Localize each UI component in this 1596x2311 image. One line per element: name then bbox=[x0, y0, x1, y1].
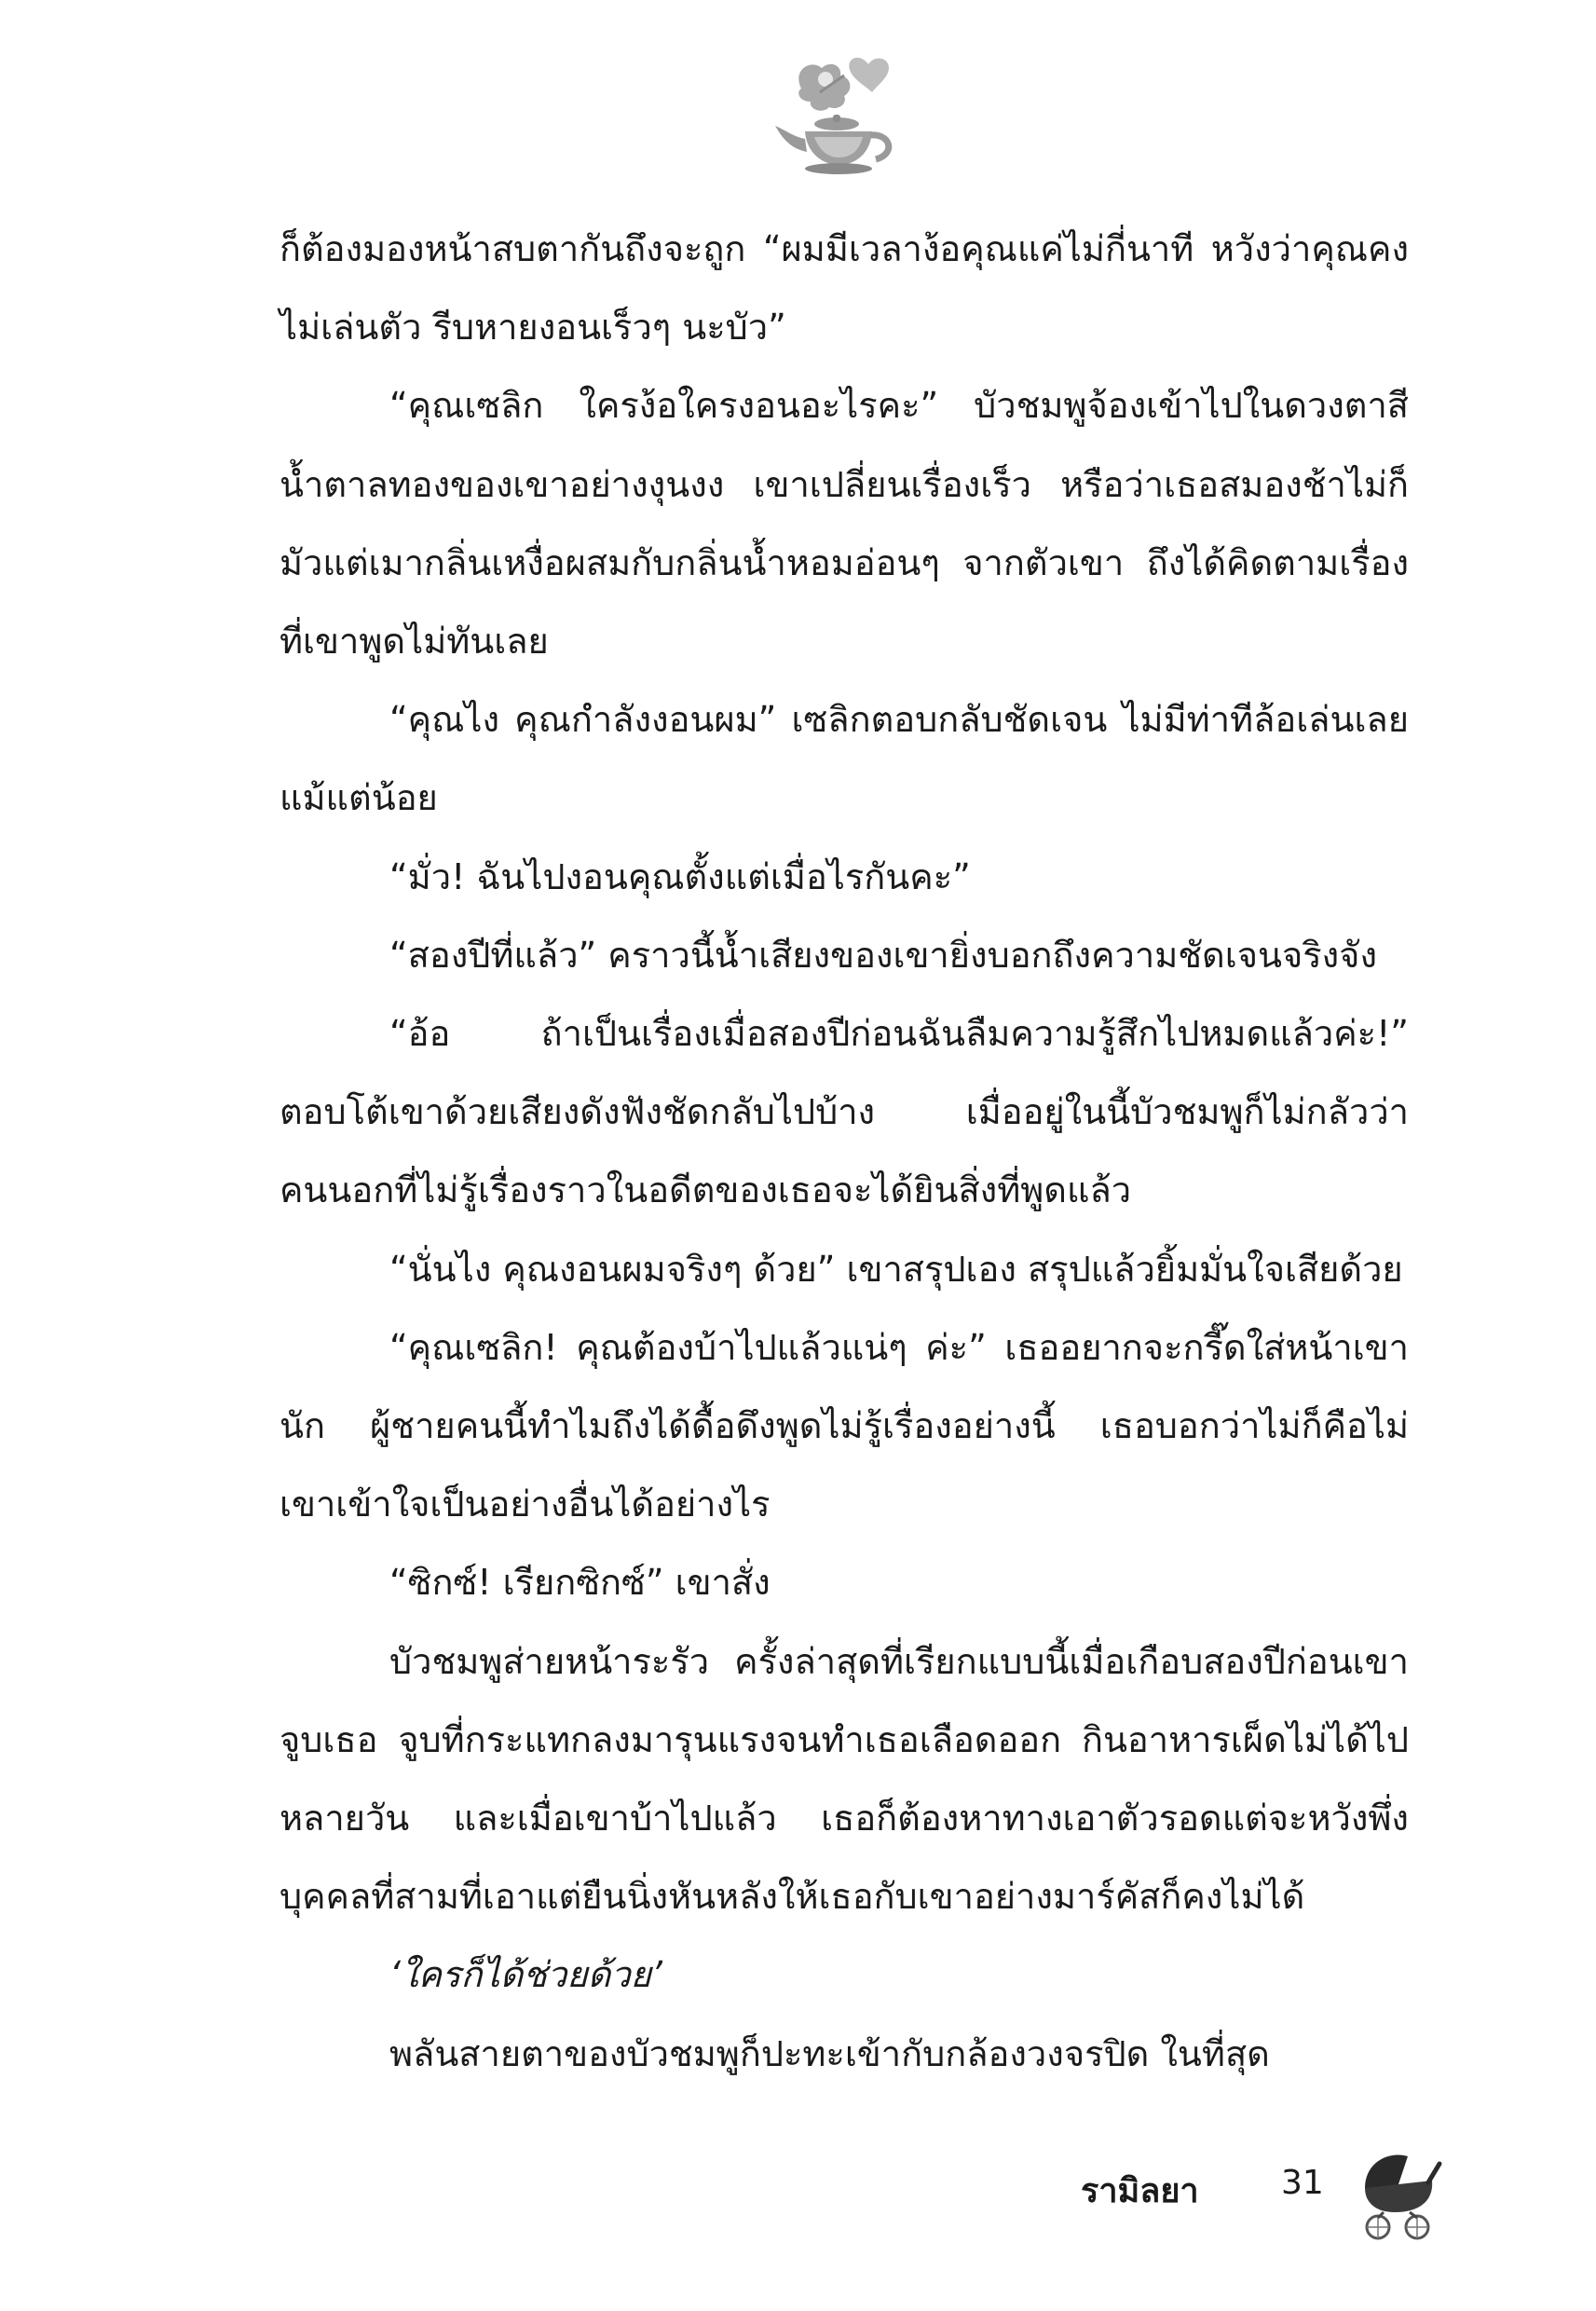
paragraph-5: “สองปีที่แล้ว” คราวนี้น้ำเสียงของเขายิ่งบอกถึงความชัดเจนจริงจัง bbox=[389, 934, 1377, 976]
baby-stroller-icon bbox=[1346, 2143, 1449, 2246]
paragraph-3: “คุณไง คุณกำลังงอนผม” เซลิกตอบกลับชัดเจน ไม่มีท่าทีล้อเล่นเลยแม้แต่น้อย bbox=[280, 699, 1409, 819]
paragraph-1: ก็ต้องมองหน้าสบตากันถึงจะถูก “ผมมีเวลาง้อคุณแค่ไม่กี่นาที หวังว่าคุณคงไม่เล่นตัว รีบหายงอนเร็วๆ นะบัว” bbox=[280, 228, 1409, 349]
paragraph-12: พลันสายตาของบัวชมพูก็ปะทะเข้ากับกล้องวงจรปิด ในที่สุด bbox=[389, 2032, 1270, 2074]
page-number: 31 bbox=[1281, 2164, 1324, 2202]
footer-author: รามิลยา bbox=[1081, 2172, 1199, 2210]
page-footer bbox=[1081, 2143, 1472, 2246]
paragraph-10: บัวชมพูส่ายหน้าระรัว ครั้งล่าสุดที่เรียกแบบนี้เมื่อเกือบสองปีก่อนเขาจูบเธอ จูบที่กระแทกลงมารุนแรงจนทำเธอเลือดออก กินอาหารเผ็ดไม่ได้ไปหลายวัน และเมื่อเขาบ้าไปแล้ว เธอก็ต้องหาทางเอาตัวรอดแต่จะหวังพึ่งบุคคลที่สามที่เอาแต่ยืนนิ่งหันหลังให้เธอกับเขาอย่างมาร์คัสก็คงไม่ได้ bbox=[280, 1640, 1409, 1918]
body-text bbox=[280, 210, 1409, 2093]
paragraph-7: “นั่นไง คุณงอนผมจริงๆ ด้วย” เขาสรุปเอง สรุปแล้วยิ้มมั่นใจเสียด้วย bbox=[389, 1248, 1403, 1290]
paragraph-8: “คุณเซลิก! คุณต้องบ้าไปแล้วแน่ๆ ค่ะ” เธออยากจะกรี๊ดใส่หน้าเขานัก ผู้ชายคนนี้ทำไมถึงได้ดื้อดึงพูดไม่รู้เรื่องอย่างนี้ เธอบอกว่าไม่ก็คือไม่ เขาเข้าใจเป็นอย่างอื่นได้อย่างไร bbox=[280, 1326, 1409, 1525]
paragraph-2: “คุณเซลิก ใครง้อใครงอนอะไรคะ” บัวชมพูจ้องเข้าไปในดวงตาสีน้ำตาลทองของเขาอย่างงุนงง เขาเปลี่ยนเรื่องเร็ว หรือว่าเธอสมองช้าไม่ก็มัวแต่เมากลิ่นเหงื่อผสมกับกลิ่นน้ำหอมอ่อนๆ จากตัวเขา ถึงได้คิดตามเรื่องที่เขาพูดไม่ทันเลย bbox=[280, 385, 1409, 663]
teapot-angel-ornament-icon bbox=[764, 51, 913, 182]
paragraph-4: “มั่ว! ฉันไปงอนคุณตั้งแต่เมื่อไรกันคะ” bbox=[389, 855, 971, 897]
paragraph-11: ‘ใครก็ได้ช่วยด้วย’ bbox=[389, 1954, 663, 1996]
paragraph-9: “ซิกซ์! เรียกซิกซ์” เขาสั่ง bbox=[389, 1562, 771, 1604]
paragraph-6: “อ้อ ถ้าเป็นเรื่องเมื่อสองปีก่อนฉันลืมความรู้สึกไปหมดแล้วค่ะ!” ตอบโต้เขาด้วยเสียงดังฟังชัดกลับไปบ้าง เมื่ออยู่ในนี้บัวชมพูก็ไม่กลัวว่าคนนอกที่ไม่รู้เรื่องราวในอดีตของเธอจะได้ยินสิ่งที่พูดแล้ว bbox=[280, 1013, 1409, 1211]
